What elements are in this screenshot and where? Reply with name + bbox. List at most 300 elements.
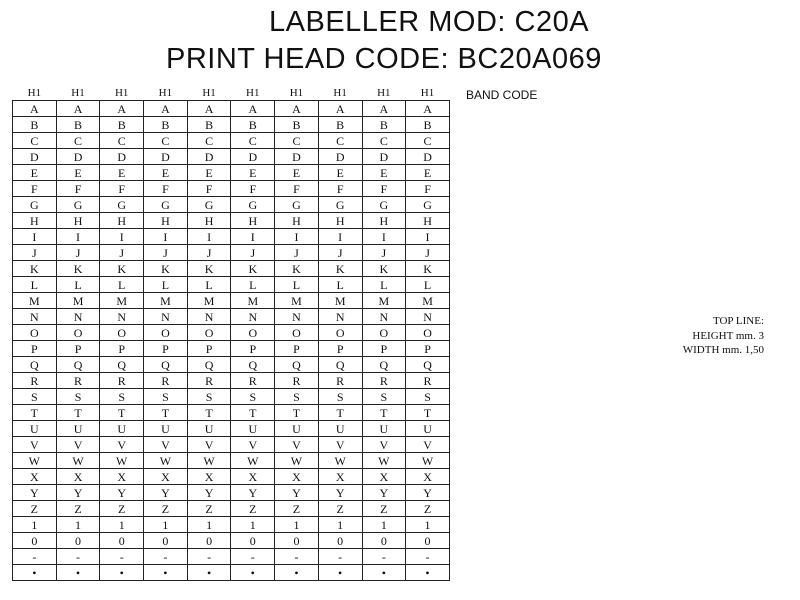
table-cell: U: [56, 421, 100, 437]
table-cell: •: [231, 565, 275, 581]
table-cell: U: [362, 421, 406, 437]
table-cell: N: [406, 309, 450, 325]
table-cell: V: [100, 437, 144, 453]
table-cell: I: [100, 229, 144, 245]
table-cell: J: [187, 245, 231, 261]
table-cell: F: [100, 181, 144, 197]
table-cell: K: [275, 261, 319, 277]
table-cell: 0: [100, 533, 144, 549]
table-cell: W: [56, 453, 100, 469]
table-cell: C: [275, 133, 319, 149]
table-cell: A: [362, 101, 406, 117]
table-cell: F: [144, 181, 188, 197]
table-cell: •: [362, 565, 406, 581]
table-cell: U: [406, 421, 450, 437]
table-cell: T: [275, 405, 319, 421]
table-cell: K: [13, 261, 57, 277]
labeller-model-title: LABELLER MOD: C20A: [269, 6, 590, 38]
table-cell: M: [318, 293, 362, 309]
table-cell: T: [406, 405, 450, 421]
table-cell: M: [362, 293, 406, 309]
table-cell: I: [187, 229, 231, 245]
table-cell: H: [187, 213, 231, 229]
table-cell: R: [56, 373, 100, 389]
table-row: [13, 197, 450, 213]
table-cell: 0: [144, 533, 188, 549]
table-cell: Y: [100, 485, 144, 501]
table-row: [13, 469, 450, 485]
column-header: H1: [420, 87, 435, 99]
table-row: [13, 357, 450, 373]
table-cell: I: [144, 229, 188, 245]
table-cell: X: [275, 469, 319, 485]
table-cell: P: [406, 341, 450, 357]
table-cell: F: [56, 181, 100, 197]
table-cell: A: [406, 101, 450, 117]
table-cell: •: [100, 565, 144, 581]
table-cell: F: [362, 181, 406, 197]
table-cell: T: [362, 405, 406, 421]
table-cell: F: [13, 181, 57, 197]
table-cell: J: [318, 245, 362, 261]
table-cell: B: [318, 117, 362, 133]
table-cell: E: [362, 165, 406, 181]
table-cell: L: [144, 277, 188, 293]
table-cell: U: [318, 421, 362, 437]
table-cell: S: [275, 389, 319, 405]
table-cell: H: [318, 213, 362, 229]
table-cell: Y: [13, 485, 57, 501]
table-cell: V: [13, 437, 57, 453]
table-cell: M: [231, 293, 275, 309]
table-cell: 0: [13, 533, 57, 549]
table-cell: Y: [406, 485, 450, 501]
table-cell: Y: [275, 485, 319, 501]
table-cell: X: [187, 469, 231, 485]
table-cell: 1: [13, 517, 57, 533]
table-row: [13, 389, 450, 405]
table-cell: 0: [275, 533, 319, 549]
table-row: [13, 117, 450, 133]
table-cell: P: [56, 341, 100, 357]
table-cell: W: [187, 453, 231, 469]
table-cell: J: [275, 245, 319, 261]
table-cell: Y: [187, 485, 231, 501]
table-cell: K: [406, 261, 450, 277]
table-cell: L: [275, 277, 319, 293]
table-cell: Q: [275, 357, 319, 373]
top-line-width: WIDTH mm. 1,50: [682, 344, 764, 356]
table-cell: Z: [362, 501, 406, 517]
table-cell: J: [100, 245, 144, 261]
table-cell: Q: [187, 357, 231, 373]
table-row: [13, 293, 450, 309]
table-row: [13, 405, 450, 421]
table-cell: T: [56, 405, 100, 421]
table-cell: I: [275, 229, 319, 245]
table-cell: O: [13, 325, 57, 341]
table-cell: L: [13, 277, 57, 293]
table-cell: K: [318, 261, 362, 277]
table-cell: G: [275, 197, 319, 213]
table-cell: V: [231, 437, 275, 453]
print-head-code-title: PRINT HEAD CODE: BC20A069: [166, 43, 602, 75]
table-cell: F: [231, 181, 275, 197]
table-cell: 0: [56, 533, 100, 549]
table-cell: L: [318, 277, 362, 293]
table-cell: Z: [144, 501, 188, 517]
column-header: H1: [114, 87, 129, 99]
table-cell: B: [406, 117, 450, 133]
table-cell: N: [275, 309, 319, 325]
table-cell: P: [275, 341, 319, 357]
table-cell: B: [13, 117, 57, 133]
table-row: [13, 181, 450, 197]
table-cell: X: [144, 469, 188, 485]
table-cell: M: [187, 293, 231, 309]
table-cell: V: [144, 437, 188, 453]
table-cell: Z: [275, 501, 319, 517]
character-table: [12, 86, 450, 581]
table-cell: P: [144, 341, 188, 357]
table-cell: J: [362, 245, 406, 261]
table-cell: V: [275, 437, 319, 453]
table-cell: U: [100, 421, 144, 437]
table-cell: Z: [406, 501, 450, 517]
table-cell: W: [13, 453, 57, 469]
table-cell: H: [406, 213, 450, 229]
table-row: [13, 261, 450, 277]
table-cell: V: [56, 437, 100, 453]
table-row: [13, 341, 450, 357]
table-cell: T: [187, 405, 231, 421]
table-row: [13, 309, 450, 325]
table-cell: I: [231, 229, 275, 245]
table-cell: S: [406, 389, 450, 405]
table-cell: E: [318, 165, 362, 181]
table-cell: J: [406, 245, 450, 261]
table-row: [13, 485, 450, 501]
table-cell: L: [406, 277, 450, 293]
table-cell: V: [362, 437, 406, 453]
table-cell: H: [144, 213, 188, 229]
table-cell: Z: [231, 501, 275, 517]
table-cell: -: [100, 549, 144, 565]
table-row: [13, 165, 450, 181]
table-row: [13, 325, 450, 341]
table-cell: O: [187, 325, 231, 341]
table-cell: A: [231, 101, 275, 117]
table-cell: I: [406, 229, 450, 245]
table-cell: 1: [362, 517, 406, 533]
column-header: H1: [27, 87, 42, 99]
table-cell: D: [318, 149, 362, 165]
table-cell: C: [13, 133, 57, 149]
table-cell: Y: [318, 485, 362, 501]
table-cell: E: [231, 165, 275, 181]
table-cell: 1: [56, 517, 100, 533]
table-cell: H: [231, 213, 275, 229]
table-cell: G: [56, 197, 100, 213]
table-cell: X: [231, 469, 275, 485]
table-cell: 1: [406, 517, 450, 533]
table-cell: O: [318, 325, 362, 341]
table-cell: B: [187, 117, 231, 133]
table-row: [13, 229, 450, 245]
table-cell: J: [56, 245, 100, 261]
table-cell: H: [100, 213, 144, 229]
table-cell: Q: [13, 357, 57, 373]
table-row: [13, 501, 450, 517]
table-cell: Y: [144, 485, 188, 501]
column-header: H1: [333, 87, 347, 99]
column-header-row: [13, 86, 450, 101]
column-header: H1: [158, 87, 173, 99]
table-cell: R: [275, 373, 319, 389]
table-cell: Q: [56, 357, 100, 373]
table-cell: •: [13, 565, 57, 581]
table-cell: H: [56, 213, 100, 229]
table-cell: E: [144, 165, 188, 181]
table-cell: A: [13, 101, 57, 117]
table-cell: Z: [56, 501, 100, 517]
table-cell: O: [231, 325, 275, 341]
table-cell: B: [144, 117, 188, 133]
table-cell: X: [13, 469, 57, 485]
table-cell: Z: [318, 501, 362, 517]
table-cell: R: [231, 373, 275, 389]
table-cell: 1: [231, 517, 275, 533]
table-cell: R: [362, 373, 406, 389]
table-row: [13, 149, 450, 165]
table-cell: •: [144, 565, 188, 581]
table-cell: H: [13, 213, 57, 229]
table-cell: V: [187, 437, 231, 453]
table-cell: X: [56, 469, 100, 485]
table-cell: C: [56, 133, 100, 149]
table-cell: 1: [144, 517, 188, 533]
table-cell: O: [56, 325, 100, 341]
column-header: H1: [202, 87, 216, 99]
table-cell: •: [56, 565, 100, 581]
table-cell: F: [275, 181, 319, 197]
table-cell: U: [231, 421, 275, 437]
table-cell: Q: [144, 357, 188, 373]
table-cell: S: [231, 389, 275, 405]
table-cell: B: [231, 117, 275, 133]
table-cell: R: [100, 373, 144, 389]
table-cell: E: [275, 165, 319, 181]
table-cell: O: [144, 325, 188, 341]
table-cell: U: [187, 421, 231, 437]
table-cell: L: [362, 277, 406, 293]
table-cell: O: [362, 325, 406, 341]
table-cell: M: [144, 293, 188, 309]
table-cell: •: [275, 565, 319, 581]
table-cell: G: [144, 197, 188, 213]
table-cell: Z: [187, 501, 231, 517]
table-cell: M: [56, 293, 100, 309]
table-cell: A: [56, 101, 100, 117]
table-cell: Y: [231, 485, 275, 501]
table-cell: -: [231, 549, 275, 565]
table-cell: B: [100, 117, 144, 133]
table-cell: D: [13, 149, 57, 165]
table-cell: K: [187, 261, 231, 277]
table-cell: U: [144, 421, 188, 437]
table-row: [13, 213, 450, 229]
table-cell: R: [187, 373, 231, 389]
table-cell: P: [362, 341, 406, 357]
table-cell: •: [406, 565, 450, 581]
table-cell: R: [144, 373, 188, 389]
table-cell: A: [144, 101, 188, 117]
table-cell: J: [13, 245, 57, 261]
table-cell: Q: [362, 357, 406, 373]
table-cell: N: [100, 309, 144, 325]
table-cell: I: [56, 229, 100, 245]
table-cell: N: [187, 309, 231, 325]
table-cell: E: [100, 165, 144, 181]
table-row: [13, 437, 450, 453]
table-cell: O: [275, 325, 319, 341]
table-cell: A: [100, 101, 144, 117]
band-code-label: BAND CODE: [466, 88, 538, 102]
table-cell: C: [187, 133, 231, 149]
table-cell: Q: [231, 357, 275, 373]
top-line-height: HEIGHT mm. 3: [692, 329, 764, 342]
table-cell: K: [144, 261, 188, 277]
table-cell: -: [187, 549, 231, 565]
table-cell: X: [406, 469, 450, 485]
table-cell: D: [275, 149, 319, 165]
table-cell: D: [231, 149, 275, 165]
table-cell: N: [56, 309, 100, 325]
table-cell: -: [362, 549, 406, 565]
table-cell: W: [318, 453, 362, 469]
table-cell: P: [13, 341, 57, 357]
table-cell: L: [231, 277, 275, 293]
top-line-heading: TOP LINE:: [712, 315, 764, 327]
table-cell: W: [406, 453, 450, 469]
table-cell: R: [318, 373, 362, 389]
table-cell: S: [100, 389, 144, 405]
table-cell: W: [231, 453, 275, 469]
table-cell: J: [231, 245, 275, 261]
table-cell: N: [362, 309, 406, 325]
table-cell: N: [144, 309, 188, 325]
table-cell: M: [100, 293, 144, 309]
table-cell: •: [318, 565, 362, 581]
table-cell: Z: [100, 501, 144, 517]
table-cell: D: [56, 149, 100, 165]
table-cell: W: [100, 453, 144, 469]
table-cell: D: [187, 149, 231, 165]
table-cell: 1: [318, 517, 362, 533]
table-cell: D: [406, 149, 450, 165]
table-cell: K: [56, 261, 100, 277]
table-row: [13, 373, 450, 389]
table-cell: G: [100, 197, 144, 213]
table-cell: K: [231, 261, 275, 277]
table-cell: V: [318, 437, 362, 453]
table-cell: Q: [100, 357, 144, 373]
table-cell: C: [362, 133, 406, 149]
table-row: [13, 565, 450, 581]
table-cell: W: [275, 453, 319, 469]
column-header: H1: [289, 87, 304, 99]
table-cell: V: [406, 437, 450, 453]
table-cell: S: [362, 389, 406, 405]
table-cell: E: [187, 165, 231, 181]
character-grid: [12, 86, 450, 581]
table-cell: G: [187, 197, 231, 213]
table-cell: O: [100, 325, 144, 341]
column-header: H1: [377, 87, 391, 99]
table-cell: M: [406, 293, 450, 309]
table-cell: B: [362, 117, 406, 133]
table-cell: Y: [362, 485, 406, 501]
table-cell: -: [275, 549, 319, 565]
table-cell: N: [318, 309, 362, 325]
table-row: [13, 549, 450, 565]
table-cell: 0: [406, 533, 450, 549]
table-cell: L: [187, 277, 231, 293]
table-cell: F: [318, 181, 362, 197]
table-cell: M: [13, 293, 57, 309]
table-cell: R: [406, 373, 450, 389]
table-cell: G: [318, 197, 362, 213]
table-cell: •: [187, 565, 231, 581]
table-cell: A: [275, 101, 319, 117]
table-cell: J: [144, 245, 188, 261]
table-cell: R: [13, 373, 57, 389]
table-cell: K: [362, 261, 406, 277]
table-cell: D: [100, 149, 144, 165]
table-cell: Z: [13, 501, 57, 517]
table-cell: H: [362, 213, 406, 229]
table-cell: S: [318, 389, 362, 405]
table-cell: Y: [56, 485, 100, 501]
table-cell: C: [100, 133, 144, 149]
table-cell: I: [318, 229, 362, 245]
table-cell: A: [318, 101, 362, 117]
table-cell: -: [56, 549, 100, 565]
table-cell: 1: [100, 517, 144, 533]
table-cell: X: [318, 469, 362, 485]
column-header: H1: [246, 87, 260, 99]
table-cell: E: [13, 165, 57, 181]
table-cell: U: [13, 421, 57, 437]
table-cell: O: [406, 325, 450, 341]
table-cell: 0: [187, 533, 231, 549]
table-cell: P: [231, 341, 275, 357]
table-cell: H: [275, 213, 319, 229]
table-row: [13, 533, 450, 549]
table-cell: E: [406, 165, 450, 181]
top-line-specs: [658, 314, 764, 358]
table-cell: L: [56, 277, 100, 293]
table-cell: W: [144, 453, 188, 469]
table-cell: S: [56, 389, 100, 405]
table-row: [13, 133, 450, 149]
table-cell: W: [362, 453, 406, 469]
table-cell: G: [406, 197, 450, 213]
table-cell: E: [56, 165, 100, 181]
table-cell: U: [275, 421, 319, 437]
table-cell: T: [318, 405, 362, 421]
table-cell: L: [100, 277, 144, 293]
